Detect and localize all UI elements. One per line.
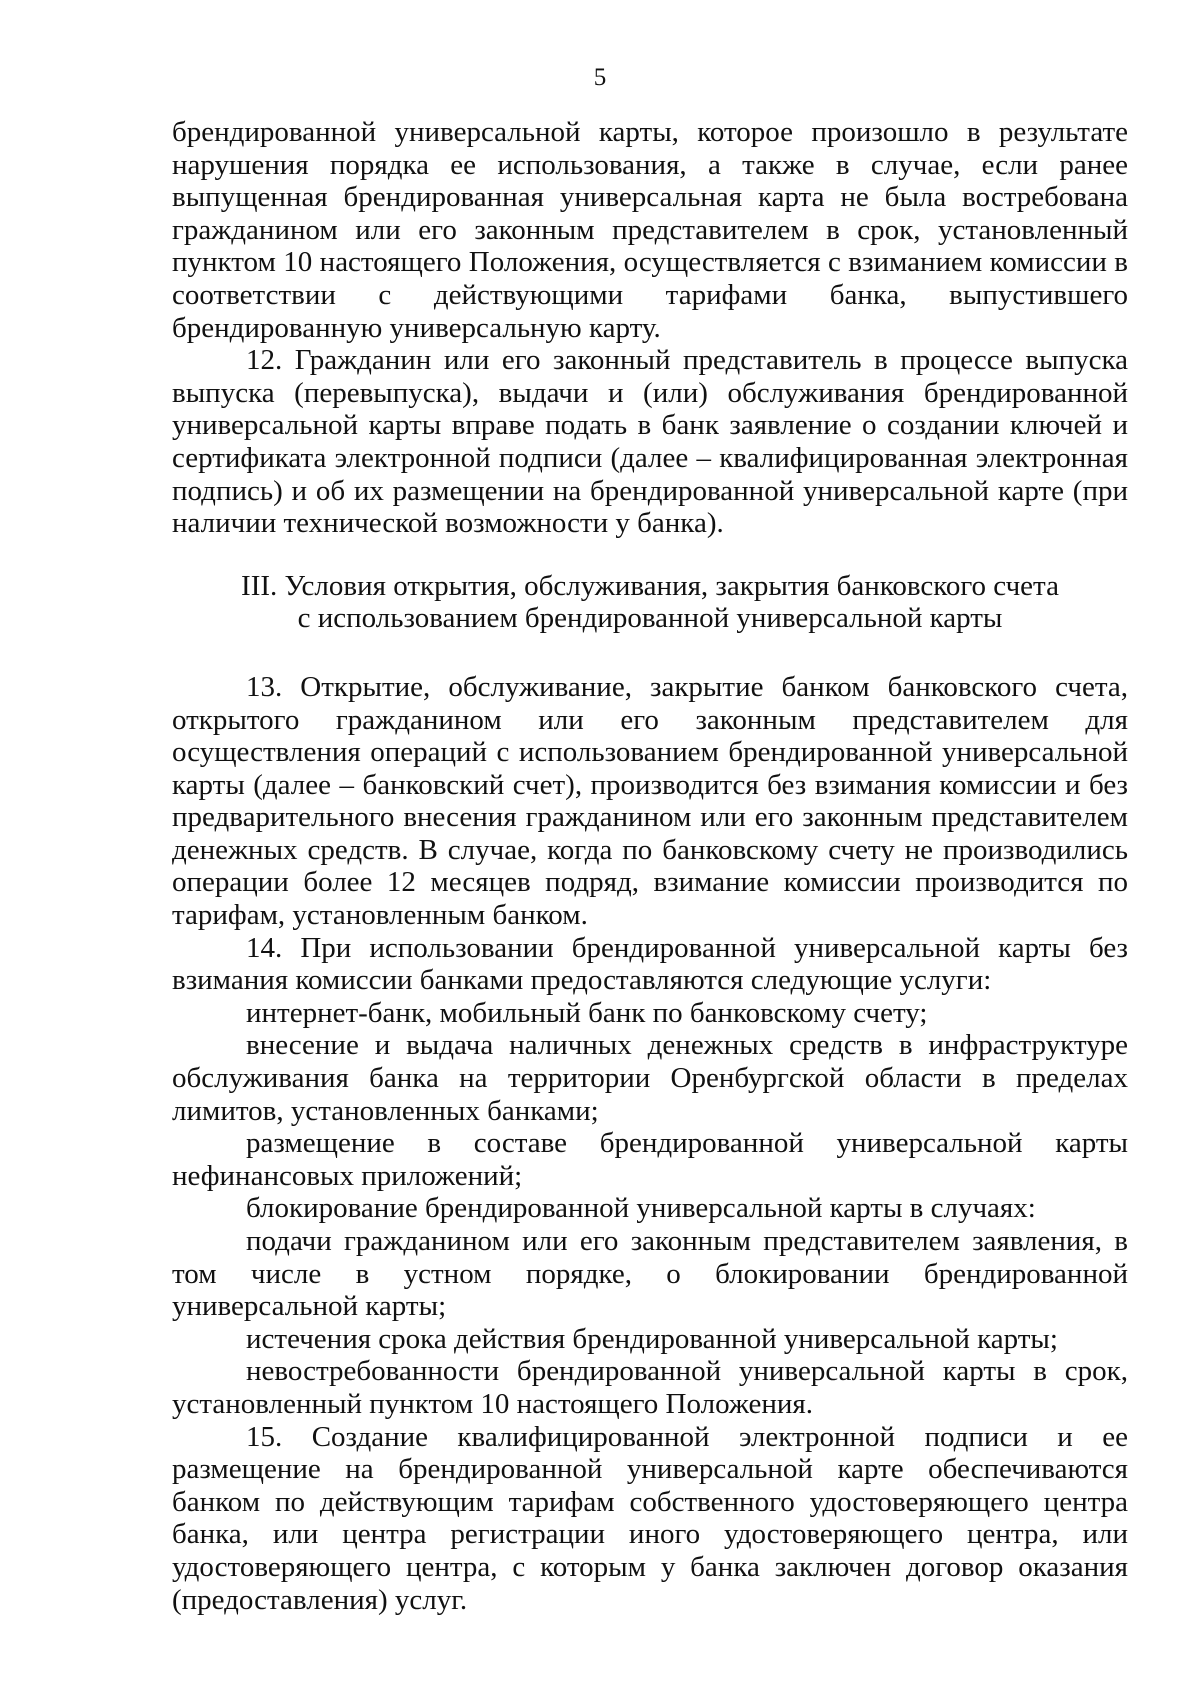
paragraph: 13. Открытие, обслуживание, закрытие банком банковского счета, открытого гражданином или его законным представителем для осуществления операций с использованием брендированной универсальной карты (далее – банковский счет), производится без взимания комиссии и без предварительного внесения гражданином или его законным представителем денежных средств. В случае, когда по банковскому счету не производились операции более 12 месяцев подряд, взимание комиссии производится по тарифам, установленным банком. [172,670,1128,932]
paragraph: невостребованности брендированной универсальной карты в срок, установленный пунктом 10 настоящего Положения. [172,1355,1128,1420]
paragraph: 14. При использовании брендированной универсальной карты без взимания комиссии банками предоставляются следующие услуги: [172,931,1128,997]
paragraph: внесение и выдача наличных денежных средств в инфраструктуре обслуживания банка на территории Оренбургской области в пределах лимитов, установленных банками; [172,1029,1128,1127]
paragraph: брендированной универсальной карты, которое произошло в результате нарушения порядка ее использования, а также в случае, если ранее выпущенная брендированная универсальная карта не была востребована гражданином или его законным представителем в срок, установленный пунктом 10 настоящего Положения, осуществляется с взиманием комиссии в соответствии с действующими тарифами банка, выпустившего брендированную универсальную карту. [172,116,1128,344]
paragraph: 15. Создание квалифицированной электронной подписи и ее размещение на брендированной универсальной карте обеспечиваются банком по действующим тарифам собственного удостоверяющего центра банка, или центра регистрации иного удостоверяющего центра, или удостоверяющего центра, с которым у банка заключен договор оказания (предоставления) услуг. [172,1420,1128,1616]
paragraphs-before-heading [172,116,1128,540]
paragraph: блокирование брендированной универсальной карты в случаях: [246,1192,1036,1225]
paragraph: подачи гражданином или его законным представителем заявления, в том числе в устном порядке, о блокировании брендированной универсальной карты; [172,1225,1128,1323]
section-heading-line-2: с использованием брендированной универсальной карты [297,602,1003,635]
paragraph: интернет-банк, мобильный банк по банковскому счету; [246,996,928,1029]
paragraph: истечения срока действия брендированной универсальной карты; [246,1322,1058,1355]
section-heading [172,570,1128,635]
section-heading-line-1: III. Условия открытия, обслуживания, закрытия банковского счета [241,569,1059,602]
paragraph: размещение в составе брендированной универсальной карты нефинансовых приложений; [172,1127,1128,1192]
paragraphs-after-heading [172,671,1128,1616]
paragraph: 12. Гражданин или его законный представитель в процессе выпуска выпуска (перевыпуска), выдачи и (или) обслуживания брендированной универсальной карты вправе подать в банк заявление о создании ключей и сертификата электронной подписи (далее – квалифицированная электронная подпись) и об их размещении на брендированной универсальной карте (при наличии технической возможности у банка). [172,344,1128,540]
page-number: 5 [593,64,607,91]
document-body [172,116,1128,1616]
